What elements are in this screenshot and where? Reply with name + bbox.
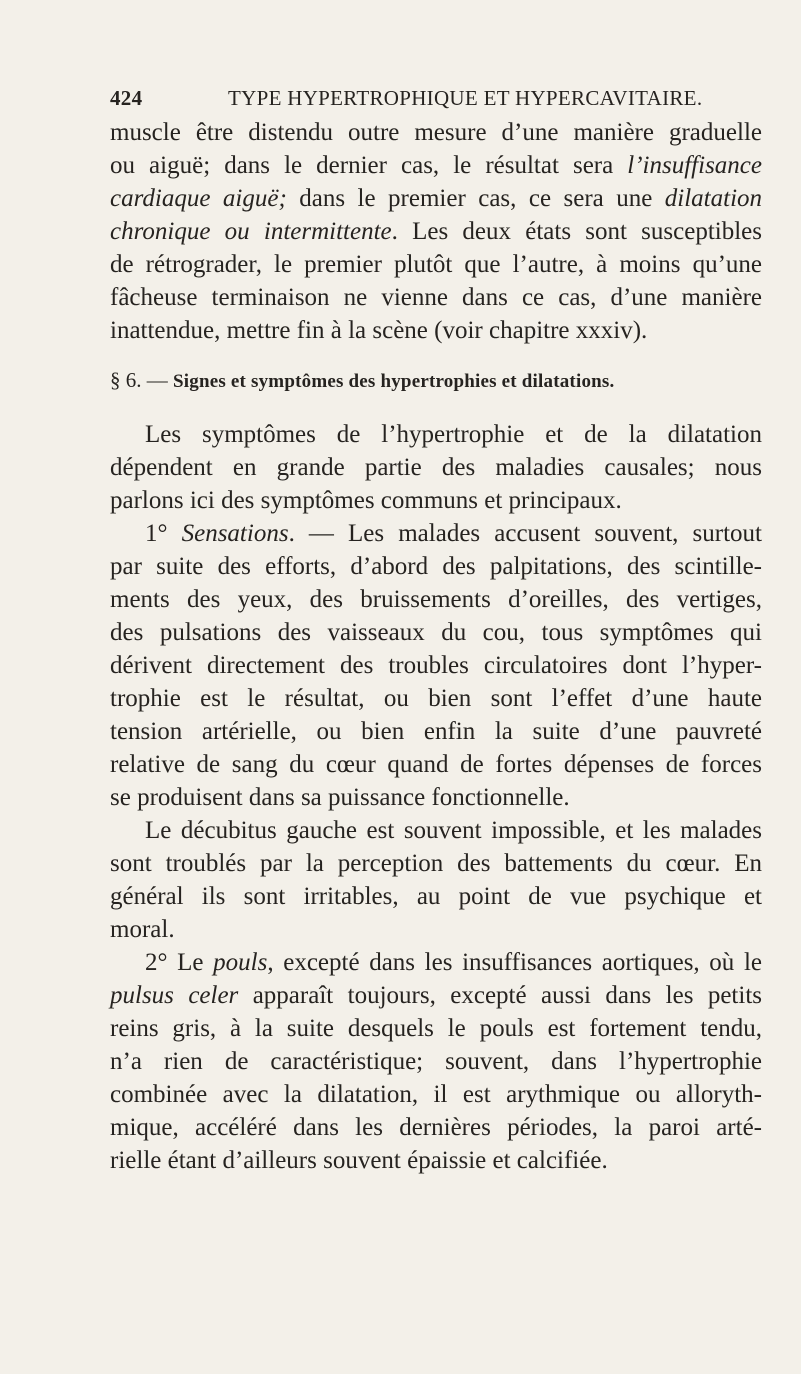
text-line: Les symptômes de l’hypertrophie et de la dilatation	[145, 421, 762, 448]
text-line: chronique ou intermittente. Les deux états sont susceptibles	[110, 218, 762, 245]
text-line: fâcheuse terminaison ne vienne dans ce cas, d’une manière	[110, 284, 762, 311]
emphasis: cardiaque aiguë;	[110, 185, 287, 212]
running-header	[110, 86, 760, 112]
paragraph-intro	[110, 418, 762, 1177]
emphasis: l’insuffisance	[627, 152, 762, 179]
text-line: 2° Le pouls, excepté dans les insuffisances aortiques, où le	[145, 949, 762, 976]
text-line: cardiaque aiguë; dans le premier cas, ce sera une dilatation	[110, 185, 763, 212]
emphasis: Sensations	[181, 520, 289, 547]
text-line: par suite des efforts, d’abord des palpitations, des scintille-	[110, 553, 762, 580]
text-line: n’a rien de caractéristique; souvent, dans l’hypertrophie	[110, 1048, 762, 1075]
text-line: tension artérielle, ou bien enfin la suite d’une pauvreté	[110, 718, 762, 745]
text-line: inattendue, mettre fin à la scène (voir chapitre xxxiv).	[110, 317, 648, 344]
emphasis: chronique ou intermittente	[110, 218, 392, 245]
emphasis: dilatation	[664, 185, 763, 212]
text-line: de rétrograder, le premier plutôt que l’autre, à moins qu’une	[110, 251, 762, 278]
text-line: Le décubitus gauche est souvent impossible, et les malades	[145, 817, 762, 844]
text-line: relative de sang du cœur quand de fortes dépenses de forces	[110, 751, 762, 778]
section-heading-text: Signes et symptômes des hypertrophies et dilatations.	[173, 371, 615, 392]
text-line: rielle étant d’ailleurs souvent épaissie et calcifiée.	[110, 1147, 608, 1174]
section-heading	[110, 368, 762, 393]
text-line: général ils sont irritables, au point de vue psychique et	[110, 883, 762, 910]
text-line: des pulsations des vaisseaux du cou, tous symptômes qui	[110, 619, 762, 646]
text-line: combinée avec la dilatation, il est arythmique ou alloryth-	[110, 1081, 762, 1108]
text-line: muscle être distendu outre mesure d’une manière graduelle	[110, 119, 762, 146]
text-line: trophie est le résultat, ou bien sont l’effet d’une haute	[110, 685, 762, 712]
text-line: moral.	[110, 916, 175, 943]
page-number: 424	[110, 86, 143, 110]
text-line: parlons ici des symptômes communs et principaux.	[110, 487, 622, 514]
section-number: § 6. —	[110, 368, 168, 392]
text-line: reins gris, à la suite desquels le pouls est fortement tendu,	[110, 1015, 762, 1042]
text-line: mique, accéléré dans les dernières périodes, la paroi arté-	[110, 1114, 762, 1141]
text-line: dépendent en grande partie des maladies causales; nous	[110, 454, 762, 481]
text-line: ments des yeux, des bruissements d’oreilles, des vertiges,	[110, 586, 762, 613]
text-line: dérivent directement des troubles circulatoires dont l’hyper-	[110, 652, 762, 679]
text-line: sont troublés par la perception des battements du cœur. En	[110, 850, 762, 877]
emphasis: pouls	[213, 949, 268, 976]
running-title: TYPE HYPERTROPHIQUE ET HYPERCAVITAIRE.	[228, 86, 703, 110]
text-line: pulsus celer apparaît toujours, excepté aussi dans les petits	[110, 982, 762, 1009]
paragraph-continuation	[110, 116, 762, 347]
emphasis: pulsus celer	[110, 982, 239, 1009]
text-line: 1° Sensations. — Les malades accusent souvent, surtout	[145, 520, 762, 547]
text-line: ou aiguë; dans le dernier cas, le résultat sera l’insuffisance	[110, 152, 762, 179]
text-line: se produisent dans sa puissance fonctionnelle.	[110, 784, 570, 811]
